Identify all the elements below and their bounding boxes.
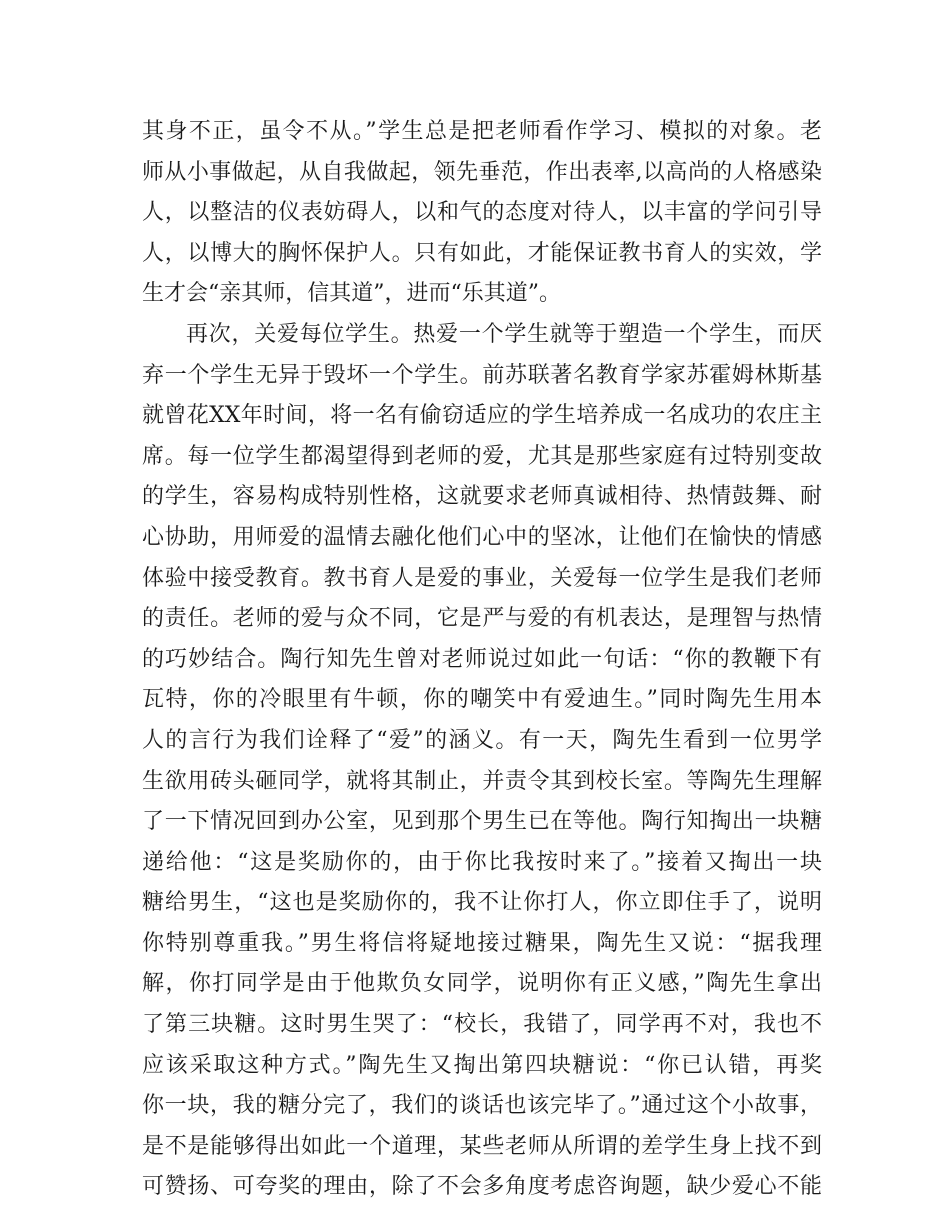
text-line: 的巧妙结合。陶行知先生曾对老师说过如此一句话：“你的教鞭下有	[142, 646, 822, 672]
text-line: 生才会“亲其师，信其道”，进而“乐其道”。	[142, 281, 561, 307]
text-line: 可赞扬、可夸奖的理由，除了不会多角度考虑咨询题，缺少爱心不能	[142, 1174, 822, 1200]
text-line: 你一块，我的糖分完了，我们的谈话也该完毕了。”通过这个小故事，	[142, 1093, 822, 1119]
text-line: 递给他：“这是奖励你的，由于你比我按时来了。”接着又掏出一块	[142, 849, 822, 875]
text-line: 体验中接受教育。教书育人是爱的事业，关爱每一位学生是我们老师	[142, 565, 822, 591]
document-body	[142, 112, 822, 1208]
text-line: 的学生，容易构成特别性格，这就要求老师真诚相待、热情鼓舞、耐	[142, 484, 822, 510]
text-line: 是不是能够得出如此一个道理，某些老师从所谓的差学生身上找不到	[142, 1133, 822, 1159]
text-line: 人的言行为我们诠释了“爱”的涵义。有一天，陶先生看到一位男学	[142, 727, 822, 753]
text-line: 应该采取这种方式。”陶先生又掏出第四块糖说：“你已认错，再奖	[142, 1052, 822, 1078]
text-line: 心协助，用师爱的温情去融化他们心中的坚冰，让他们在愉快的情感	[142, 524, 822, 550]
paragraph	[142, 315, 822, 1208]
text-line: 糖给男生，“这也是奖励你的，我不让你打人，你立即住手了，说明	[142, 890, 822, 916]
text-line: 生欲用砖头砸同学，就将其制止，并责令其到校长室。等陶先生理解	[142, 768, 822, 794]
text-line: 师从小事做起，从自我做起，领先垂范，作出表率,以高尚的人格感染	[142, 159, 822, 185]
text-line: 席。每一位学生都渴望得到老师的爱，尤其是那些家庭有过特别变故	[142, 443, 822, 469]
text-line: 就曾花XX年时间，将一名有偷窃适应的学生培养成一名成功的农庄主	[142, 403, 822, 429]
text-line: 你特别尊重我。”男生将信将疑地接过糖果，陶先生又说：“据我理	[142, 930, 822, 956]
text-line: 瓦特，你的冷眼里有牛顿，你的嘲笑中有爱迪生。”同时陶先生用本	[142, 687, 822, 713]
text-line: 了一下情况回到办公室，见到那个男生已在等他。陶行知掏出一块糖	[142, 809, 822, 835]
text-line: 弃一个学生无异于毁坏一个学生。前苏联著名教育学家苏霍姆林斯基	[142, 362, 822, 388]
text-line: 人，以博大的胸怀保护人。只有如此，才能保证教书育人的实效，学	[142, 240, 822, 266]
text-line: 其身不正，虽令不从。”学生总是把老师看作学习、模拟的对象。老	[142, 119, 822, 144]
text-line: 再次，关爱每位学生。热爱一个学生就等于塑造一个学生，而厌	[186, 321, 822, 347]
paragraph	[142, 112, 822, 315]
text-line: 解，你打同学是由于他欺负女同学，说明你有正义感，”陶先生拿出	[142, 971, 822, 997]
text-line: 的责任。老师的爱与众不同，它是严与爱的有机表达，是理智与热情	[142, 606, 822, 632]
text-line: 了第三块糖。这时男生哭了：“校长，我错了，同学再不对，我也不	[142, 1012, 822, 1038]
text-line: 人，以整洁的仪表妨碍人，以和气的态度对待人，以丰富的学问引导	[142, 200, 822, 226]
